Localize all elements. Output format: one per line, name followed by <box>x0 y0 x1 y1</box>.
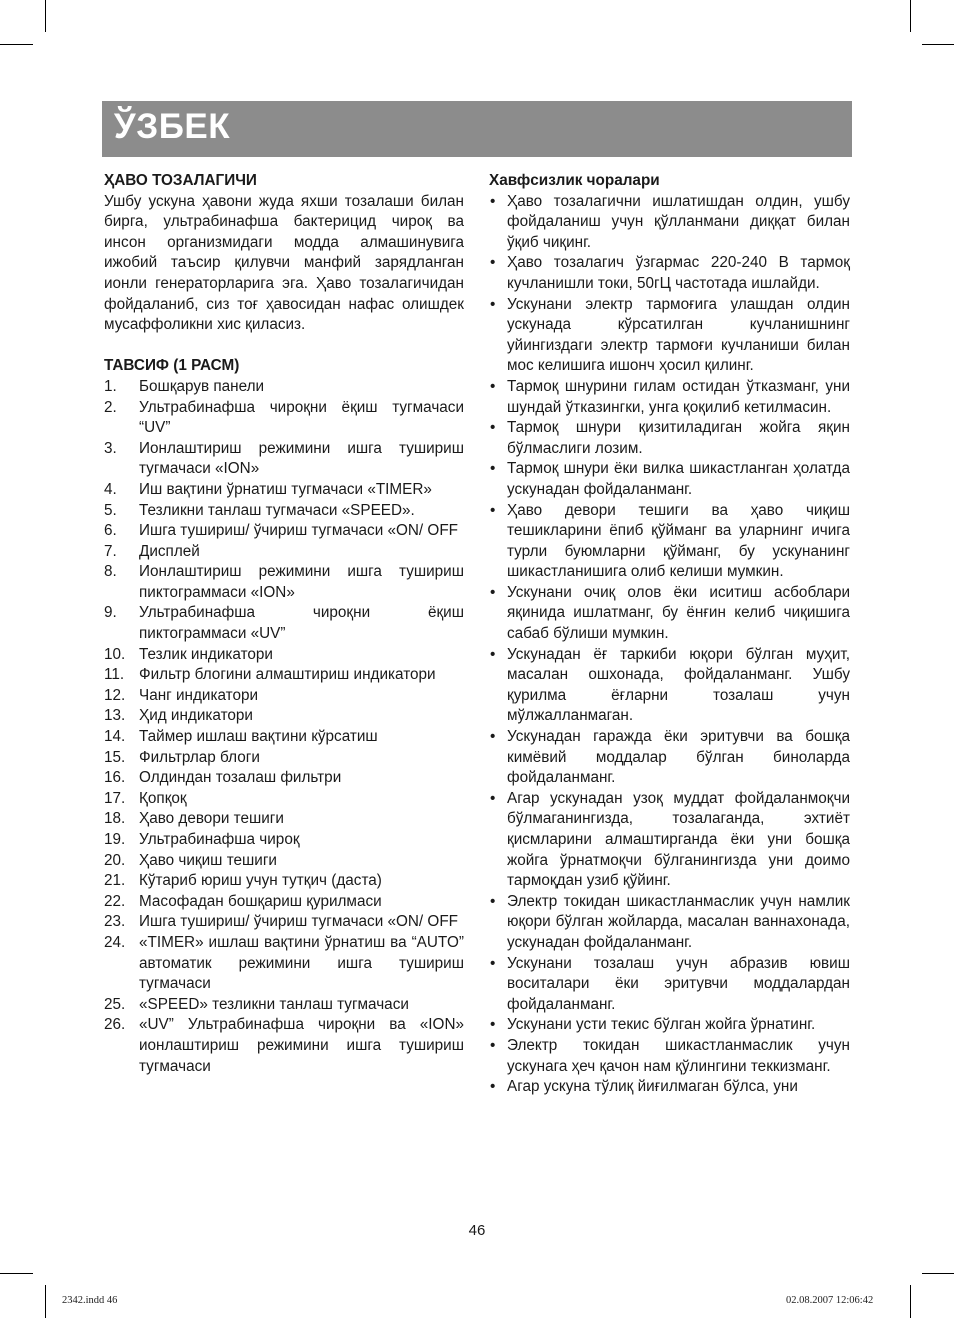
crop-mark <box>922 1273 954 1274</box>
list-item-text: Ионлаштириш режимини ишга тушириш тугмачаси «ION» <box>139 439 464 478</box>
list-item <box>489 1077 850 1098</box>
list-item <box>104 603 464 644</box>
list-item <box>104 542 464 563</box>
list-item-text: Масофадан бошқариш қурилмаси <box>139 892 382 910</box>
parts-list <box>104 377 464 1077</box>
banner-title: ЎЗБЕК <box>114 107 231 146</box>
page-number: 46 <box>468 1222 486 1239</box>
section-heading-safety: Хавфсизлик чоралари <box>489 172 660 189</box>
list-item <box>489 418 850 459</box>
list-item <box>489 645 850 727</box>
list-item <box>489 459 850 500</box>
list-item-text: Агар ускуна тўлиқ йиғилмаган бўлса, уни <box>507 1078 798 1096</box>
list-item-text: Тармоқ шнурини гилам остидан ўтказманг, уни шундай ўтказингки, унга қоқилиб кетилмасин. <box>507 377 850 416</box>
bullet-icon: • <box>490 789 496 807</box>
list-item <box>489 253 850 294</box>
list-item-text: Тармоқ шнури ёки вилка шикастланган ҳолатда ускунадан фойдаланманг. <box>507 460 850 498</box>
list-item-text: Ишга тушириш/ ўчириш тугмачаси «ON/ OFF <box>139 913 459 931</box>
list-item-text: Ҳаво тозалагич ўзгармас 220-240 В тармоқ кучланишли токи, 50гЦ частотада ишлайди. <box>507 254 850 292</box>
list-item <box>104 851 464 872</box>
list-item-number: 3. <box>104 439 117 457</box>
list-item-number: 23. <box>104 913 126 931</box>
list-item <box>489 1015 850 1036</box>
crop-mark <box>45 1285 46 1318</box>
section-heading-air-purifier: ҲАВО ТОЗАЛАГИЧИ <box>104 172 257 189</box>
list-item <box>104 439 464 480</box>
list-item <box>104 521 464 542</box>
list-item-text: Электр токидан шикастланмаслик учун ускунага ҳеч қачон нам қўлингини теккизманг. <box>507 1036 850 1075</box>
list-item <box>104 501 464 522</box>
list-item <box>104 727 464 748</box>
list-item <box>489 583 850 645</box>
list-item-number: 7. <box>104 542 117 560</box>
crop-mark <box>910 0 911 32</box>
list-item <box>104 789 464 810</box>
bullet-icon: • <box>490 192 496 210</box>
bullet-icon: • <box>490 892 496 910</box>
list-item-number: 18. <box>104 810 126 828</box>
list-item <box>104 768 464 789</box>
list-item-text: Тармоқ шнури қизитиладиган жойга яқин бўлмаслиги лозим. <box>507 419 850 457</box>
list-item-text: Олдиндан тозалаш фильтри <box>139 769 342 787</box>
list-item-number: 20. <box>104 851 126 869</box>
list-item-number: 14. <box>104 728 126 746</box>
list-item-text: Чанг индикатори <box>139 686 259 704</box>
list-item-text: Ультрабинафша чироқ <box>139 831 300 848</box>
list-item <box>104 809 464 830</box>
list-item <box>489 377 850 418</box>
intro-paragraph: Ушбу ускуна ҳавони жуда яхши тозалаши билан бирга, ультрабинафша бактерицид чироқ ва инсон организмидаги модда алмашинувига ижобий таъсир қилувчи манфий зарядланган ионли генераторларига эга. Ҳаво тозалагичидан фойдаланиб, сиз тоғ ҳавосидан нафас олишдек мусаффоликни хис қиласиз. <box>104 192 464 334</box>
list-item <box>104 912 464 933</box>
list-item-text: Қопқоқ <box>139 789 187 807</box>
list-item-number: 12. <box>104 686 126 704</box>
list-item-number: 16. <box>104 769 126 787</box>
list-item-number: 25. <box>104 995 126 1013</box>
bullet-icon: • <box>490 501 496 519</box>
list-item <box>104 748 464 769</box>
section-heading-description: ТАВСИФ (1 РАСМ) <box>104 357 240 375</box>
list-item-number: 15. <box>104 748 126 766</box>
list-item-text: Фильтрлар блоги <box>139 748 260 766</box>
bullet-icon: • <box>490 419 496 437</box>
list-item <box>489 501 850 583</box>
list-item <box>489 892 850 954</box>
list-item <box>104 562 464 603</box>
bullet-icon: • <box>490 295 496 313</box>
list-item-text: Ускунадан ёғ таркиби юқори бўлган муҳит, масалан ошхонада, фойдаланманг. Ушбу қурилма ёғларни тозалаш учун мўлжалланмаган. <box>507 645 850 725</box>
list-item-number: 4. <box>104 480 117 498</box>
list-item <box>104 871 464 892</box>
list-item-text: «SPEED» тезликни танлаш тугмачаси <box>139 995 409 1013</box>
list-item-text: Кўтариб юриш учун тутқич (даста) <box>139 872 382 890</box>
list-item-text: Ишга тушириш/ ўчириш тугмачаси «ON/ OFF <box>139 522 459 540</box>
list-item-text: Ҳид индикатори <box>139 707 253 725</box>
list-item-text: Ҳаво девори тешиги <box>139 810 284 828</box>
list-item <box>489 192 850 254</box>
crop-mark <box>45 0 46 32</box>
list-item-number: 22. <box>104 892 126 910</box>
list-item-text: Дисплей <box>139 542 200 560</box>
list-item <box>104 995 464 1016</box>
slug-file: 2342.indd 46 <box>62 1295 118 1306</box>
list-item <box>104 892 464 913</box>
bullet-icon: • <box>490 954 496 972</box>
list-item-text: Электр токидан шикастланмаслик учун намлик юқори бўлган жойларда, масалан ваннахонада, ускунадан фойдаланманг. <box>507 892 850 951</box>
list-item-number: 11. <box>104 666 125 684</box>
list-item-text: Агар ускунадан узоқ муддат фойдаланмоқчи бўлмаганингизда, тозалаганда, эхтиёт қисмларини алмаштирганда ёки уни бошқа жойга ўрнатмоқчи бўлганингизда уни доимо тармоқдан узиб қўйинг. <box>507 789 850 890</box>
crop-mark <box>0 44 33 45</box>
safety-list <box>489 192 850 1098</box>
list-item-number: 5. <box>104 501 117 519</box>
list-item-text: Фильтр блогини алмаштириш индикатори <box>139 666 436 684</box>
list-item-text: Тезликни танлаш тугмачаси «SPEED». <box>139 501 415 519</box>
list-item <box>489 789 850 892</box>
list-item-text: Ҳаво чиқиш тешиги <box>139 851 277 869</box>
list-item-text: Ультрабинафша чироқни ёқиш тугмачаси “UV” <box>139 398 464 437</box>
bullet-icon: • <box>490 583 496 601</box>
list-item-text: Ускунани тозалаш учун абразив ювиш воситалари ёки эритувчи моддалардан фойдаланманг. <box>507 954 850 1013</box>
crop-mark <box>0 1273 33 1274</box>
list-item <box>104 480 464 501</box>
list-item <box>104 686 464 707</box>
list-item-text: Ҳаво тозалагични ишлатишдан олдин, ушбу фойдаланиш учун қўлланмани диққат билан ўқиб чиқинг. <box>507 192 850 251</box>
list-item-text: Тезлик индикатори <box>139 645 273 663</box>
list-item <box>489 295 850 377</box>
list-item-text: Таймер ишлаш вақтини кўрсатиш <box>139 728 378 746</box>
list-item-number: 6. <box>104 522 117 540</box>
list-item-text: Ускунани очиқ олов ёки иситиш асбоблари яқинида ишлатманг, бу ёнғин келиб чиқишига сабаб бўлиши мумкин. <box>507 583 850 643</box>
list-item-number: 8. <box>104 563 117 581</box>
bullet-icon: • <box>490 645 496 663</box>
list-item-text: Ускунани усти текис бўлган жойга ўрнатинг. <box>507 1016 816 1034</box>
left-column <box>104 171 464 1077</box>
spacer <box>104 336 464 357</box>
list-item-text: «UV” Ультрабинафша чироқни ва «ION» ионлаштириш режимини ишга тушириш тугмачаси <box>139 1016 464 1075</box>
list-item-text: Ускунадан гаражда ёки эритувчи ва бошқа кимёвий моддалар бўлган биноларда фойдаланманг. <box>507 728 850 787</box>
bullet-icon: • <box>490 377 496 395</box>
list-item-number: 13. <box>104 707 126 725</box>
list-item-number: 21. <box>104 872 126 890</box>
list-item-text: Ускунани электр тармоғига улашдан олдин ускунада кўрсатилган кучланишнинг уйингиздаги электр тармоғи кучланиши билан мос келишига ишонч ҳосил қилинг. <box>507 295 850 375</box>
right-column <box>489 171 850 1098</box>
list-item-number: 26. <box>104 1016 126 1034</box>
list-item-number: 24. <box>104 933 126 951</box>
bullet-icon: • <box>490 728 496 746</box>
bullet-icon: • <box>490 1078 496 1096</box>
list-item-text: Ионлаштириш режимини ишга тушириш пиктограммаси «ION» <box>139 563 464 601</box>
list-item <box>489 727 850 789</box>
list-item <box>489 954 850 1016</box>
list-item <box>489 1036 850 1077</box>
bullet-icon: • <box>490 1036 496 1054</box>
list-item <box>104 1015 464 1077</box>
list-item-text: «TIMER» ишлаш вақтини ўрнатиш ва “AUTO” автоматик режимини ишга тушириш тугмачаси <box>139 933 464 993</box>
list-item <box>104 377 464 398</box>
bullet-icon: • <box>490 254 496 272</box>
list-item-number: 2. <box>104 398 117 416</box>
list-item-number: 1. <box>104 377 117 395</box>
list-item <box>104 706 464 727</box>
crop-mark <box>910 1285 911 1318</box>
list-item-number: 17. <box>104 789 126 807</box>
bullet-icon: • <box>490 460 496 478</box>
list-item <box>104 933 464 995</box>
list-item <box>104 830 464 851</box>
list-item-text: Ҳаво девори тешиги ва ҳаво чиқиш тешикларини ёпиб қўйманг ва уларнинг ичига турли буюмларни қўйманг, бу ускунанинг шикастланишига олиб келиши мумкин. <box>507 501 850 581</box>
list-item-number: 10. <box>104 645 126 663</box>
slug-date: 02.08.2007 12:06:42 <box>786 1295 874 1306</box>
list-item-number: 9. <box>104 604 117 622</box>
list-item-text: Ультрабинафша чироқни ёқиш пиктограммаси «UV” <box>139 604 464 643</box>
list-item-text: Бошқарув панели <box>139 377 265 395</box>
list-item <box>104 665 464 686</box>
language-banner <box>102 101 852 157</box>
list-item <box>104 398 464 439</box>
list-item <box>104 645 464 666</box>
bullet-icon: • <box>490 1016 496 1034</box>
list-item-text: Иш вақтини ўрнатиш тугмачаси «TIMER» <box>139 480 432 498</box>
crop-mark <box>922 44 954 45</box>
list-item-number: 19. <box>104 831 126 848</box>
